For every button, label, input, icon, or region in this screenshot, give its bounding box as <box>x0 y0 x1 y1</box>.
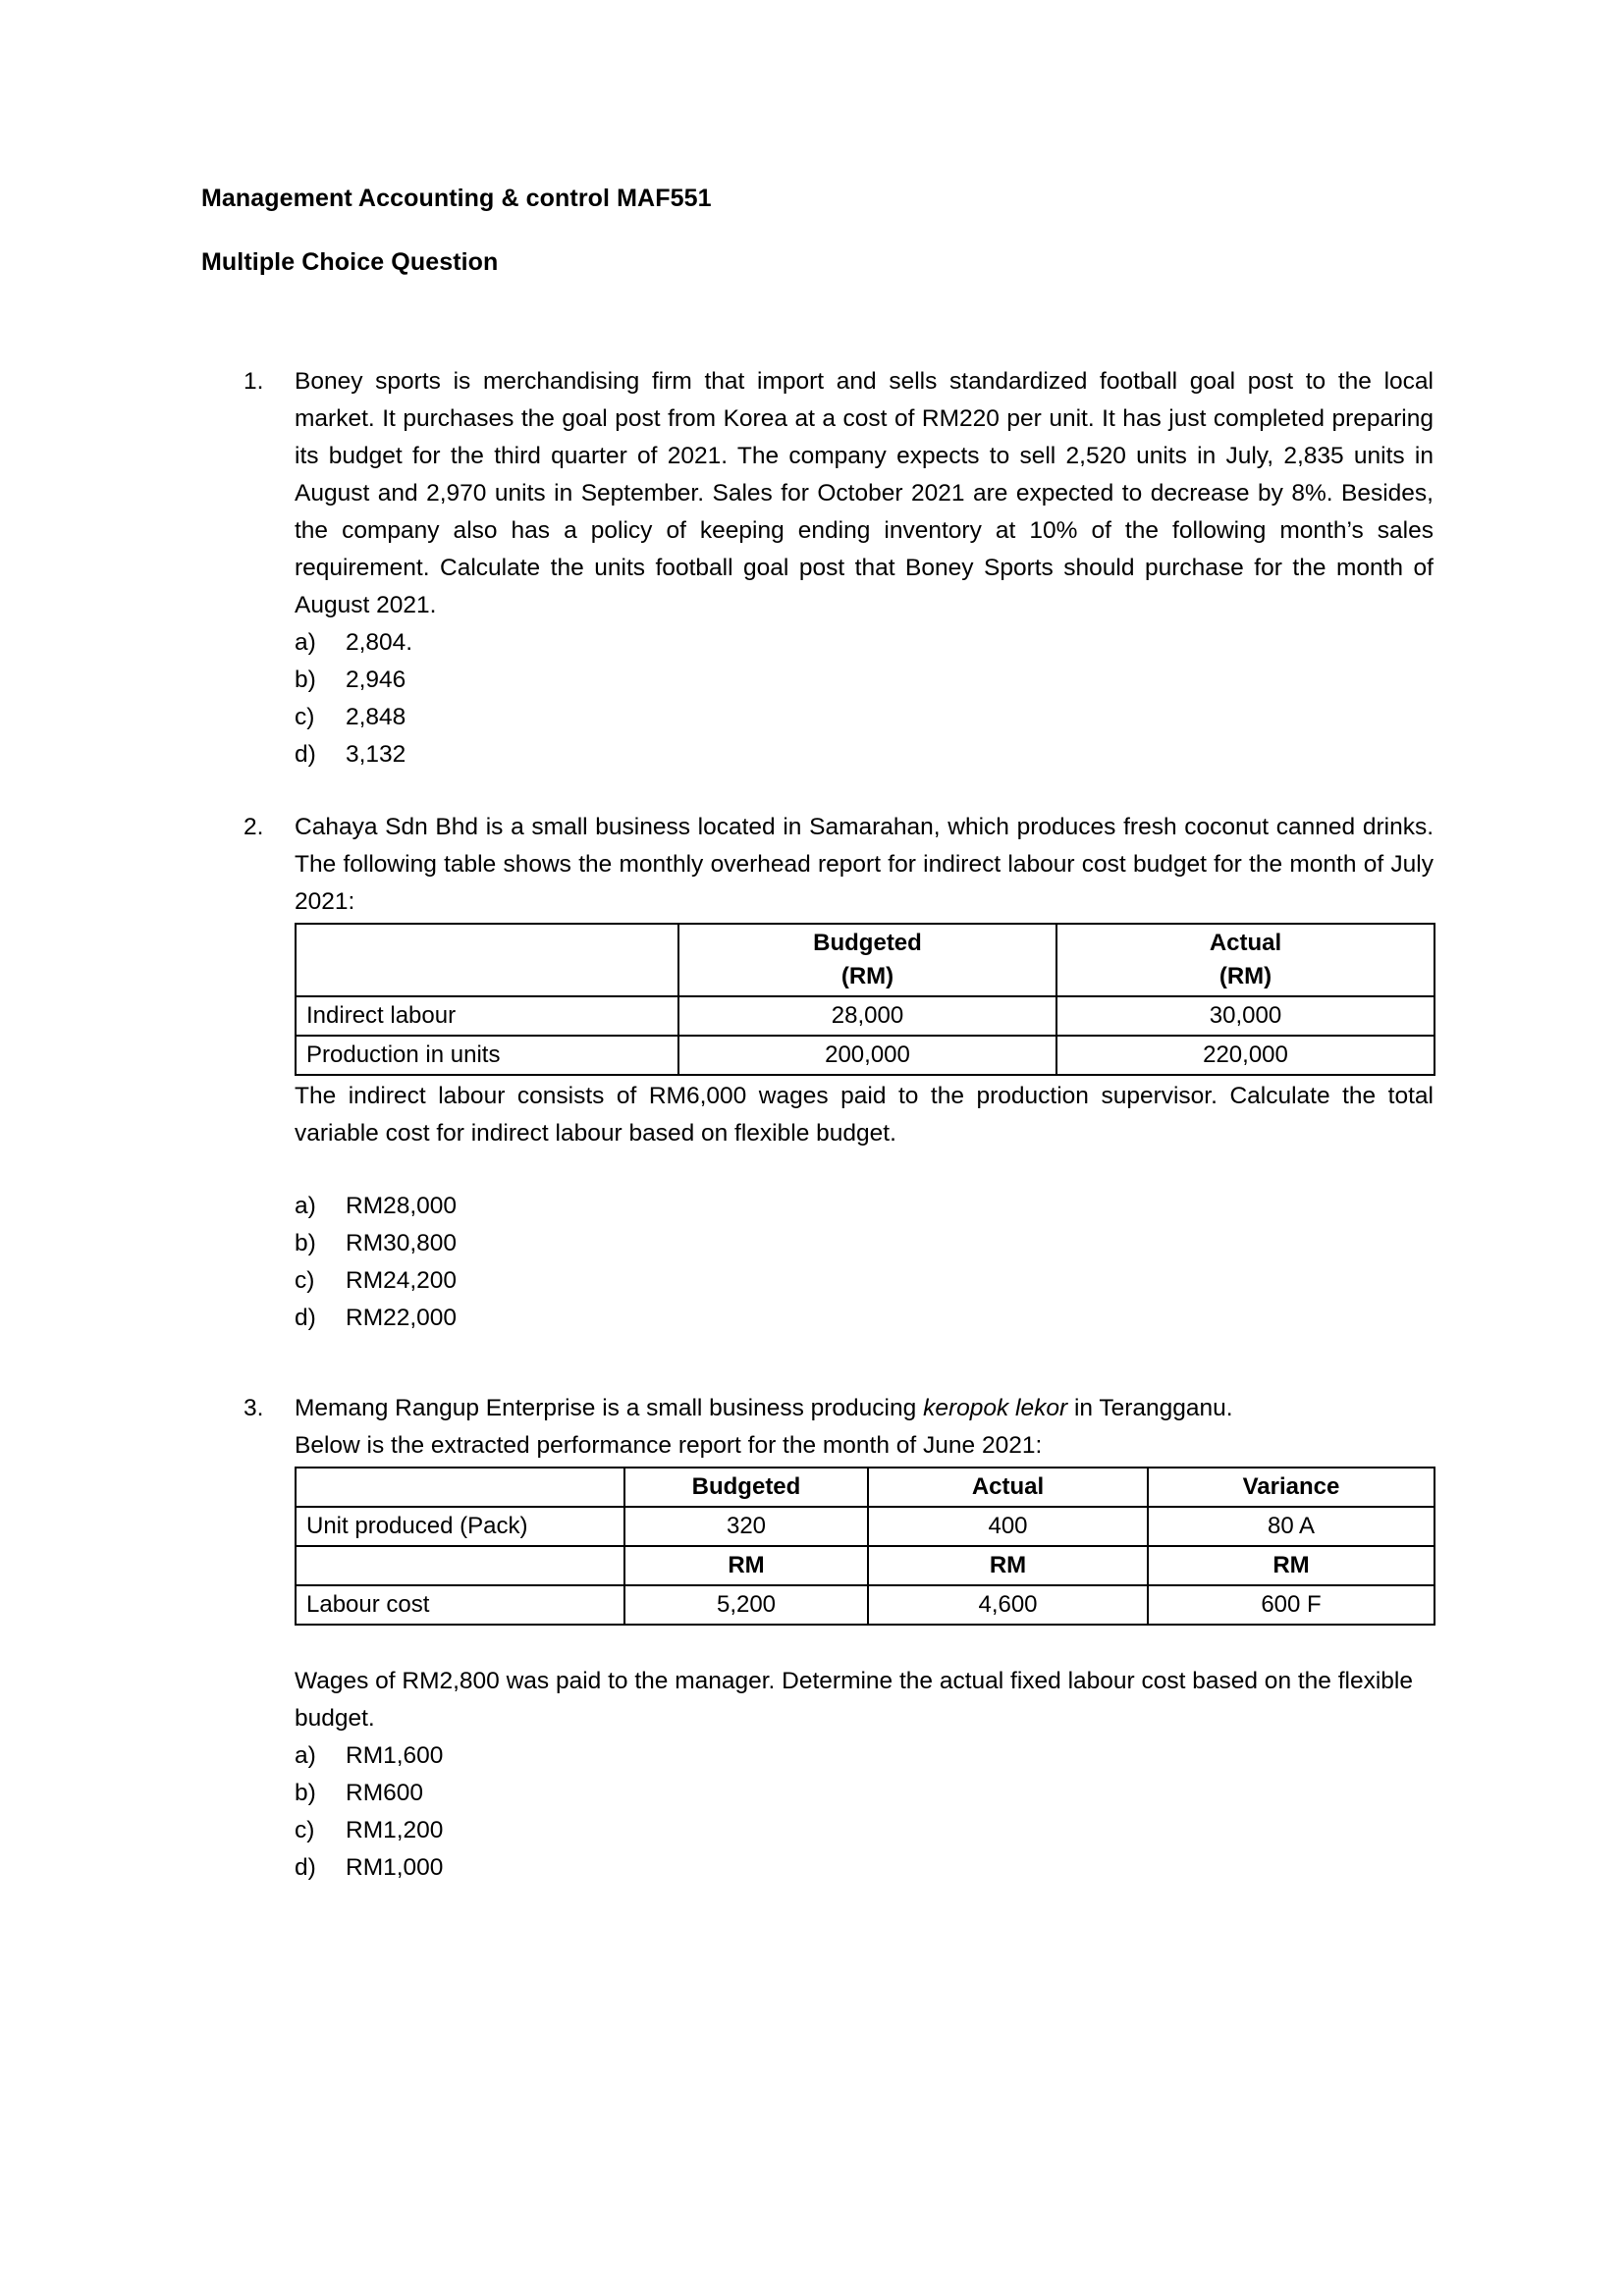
row-budgeted: 5,200 <box>624 1585 868 1625</box>
question-3-options <box>295 1737 1434 1887</box>
document-content <box>201 187 1434 1887</box>
option-text: RM1,200 <box>346 1817 444 1843</box>
header-line-2: (RM) <box>1218 963 1272 989</box>
table-header-row <box>296 1468 1435 1507</box>
spacer <box>201 328 1434 363</box>
question-2-text-after-table: The indirect labour consists of RM6,000 wages paid to the production supervisor. Calculate the total variable cost for indirect labour based on flexible budget. <box>295 1083 1434 1147</box>
option-text: RM28,000 <box>346 1193 458 1219</box>
option-item[interactable] <box>295 1775 1434 1812</box>
option-text: RM1,600 <box>346 1742 444 1769</box>
option-letter: c) <box>295 1267 315 1294</box>
row-budgeted: 200,000 <box>678 1036 1056 1075</box>
table-row-currency <box>296 1546 1435 1585</box>
table-row <box>296 1585 1435 1625</box>
row-label: Indirect labour <box>296 996 678 1036</box>
row-variance: 80 A <box>1148 1507 1435 1546</box>
row-label: Production in units <box>296 1036 678 1075</box>
row-label: Labour cost <box>296 1585 624 1625</box>
question-2-number: 2. <box>244 814 264 840</box>
option-text: 3,132 <box>346 741 406 768</box>
table-header-row <box>296 924 1435 996</box>
option-text: 2,946 <box>346 667 406 693</box>
option-letter: c) <box>295 1817 315 1843</box>
row-budgeted: 320 <box>624 1507 868 1546</box>
header-line-1: Budgeted <box>813 930 922 956</box>
option-item[interactable] <box>295 1737 1434 1775</box>
row-actual: 4,600 <box>868 1585 1148 1625</box>
option-letter: a) <box>295 1742 316 1769</box>
spacer <box>295 1152 1434 1188</box>
spacer <box>201 1337 1434 1390</box>
row-actual-currency: RM <box>868 1546 1148 1585</box>
question-2-text-before-table: Cahaya Sdn Bhd is a small business located in Samarahan, which produces fresh coconut canned drinks. The following table shows the monthly overhead report for indirect labour cost budget for the month of July 2021: <box>295 814 1434 915</box>
question-1-number: 1. <box>244 368 264 395</box>
question-3-number: 3. <box>244 1395 264 1421</box>
question-3-text-after-table: Wages of RM2,800 was paid to the manager. Determine the actual fixed labour cost based on the flexible budget. <box>295 1668 1413 1732</box>
question-2 <box>201 809 1434 1337</box>
row-actual: 400 <box>868 1507 1148 1546</box>
row-variance-currency: RM <box>1148 1546 1435 1585</box>
row-label <box>296 1546 624 1585</box>
table-row <box>296 1036 1435 1075</box>
row-actual: 220,000 <box>1056 1036 1435 1075</box>
question-3-body <box>295 1390 1434 1887</box>
question-1 <box>201 363 1434 774</box>
option-letter: d) <box>295 741 316 768</box>
option-text: RM1,000 <box>346 1854 444 1881</box>
option-item[interactable] <box>295 662 1434 699</box>
option-item[interactable] <box>295 736 1434 774</box>
spacer <box>201 275 1434 328</box>
question-1-text: Boney sports is merchandising firm that import and sells standardized football goal post to the local market. It purchases the goal post from Korea at a cost of RM220 per unit. It has just completed preparing its budget for the third quarter of 2021. The company expects to sell 2,520 units in July, 2,835 units in August and 2,970 units in September. Sales for October 2021 are expected to decrease by 8%. Besides, the company also has a policy of keeping ending inventory at 10% of the following month’s sales requirement. Calculate the units football goal post that Boney Sports should purchase for the month of August 2021. <box>295 368 1434 618</box>
page-subtitle: Multiple Choice Question <box>201 248 499 276</box>
option-item[interactable] <box>295 699 1434 736</box>
table-row <box>296 996 1435 1036</box>
option-text: RM600 <box>346 1780 423 1806</box>
question-3-text-part-1: Memang Rangup Enterprise is a small business producing <box>295 1395 924 1421</box>
indirect-labour-table <box>295 923 1435 1076</box>
option-item[interactable] <box>295 1262 1434 1300</box>
header-line-1: Actual <box>1209 930 1282 956</box>
option-item[interactable] <box>295 624 1434 662</box>
question-2-body <box>295 809 1434 1337</box>
question-3 <box>201 1390 1434 1887</box>
question-3-text-line-1 <box>295 1390 1434 1427</box>
row-actual: 30,000 <box>1056 996 1435 1036</box>
question-2-options <box>295 1188 1434 1337</box>
table-header-budgeted <box>678 924 1056 996</box>
question-3-text-part-2: in Terangganu. <box>1067 1395 1233 1421</box>
option-letter: a) <box>295 1193 316 1219</box>
option-text: 2,804. <box>346 629 413 656</box>
question-3-text-line-2: Below is the extracted performance report for the month of June 2021: <box>295 1432 1043 1459</box>
question-3-italic-term: keropok lekor <box>923 1395 1068 1421</box>
question-1-options <box>295 624 1434 774</box>
option-item[interactable] <box>295 1812 1434 1849</box>
table-header-blank <box>296 1468 624 1507</box>
row-variance: 600 F <box>1148 1585 1435 1625</box>
option-letter: b) <box>295 1780 316 1806</box>
table-header-budgeted: Budgeted <box>624 1468 868 1507</box>
option-item[interactable] <box>295 1300 1434 1337</box>
table-header-blank <box>296 924 678 996</box>
option-text: RM24,200 <box>346 1267 458 1294</box>
option-item[interactable] <box>295 1188 1434 1225</box>
option-text: RM30,800 <box>346 1230 458 1256</box>
row-budgeted: 28,000 <box>678 996 1056 1036</box>
option-item[interactable] <box>295 1849 1434 1887</box>
table-row <box>296 1507 1435 1546</box>
row-label: Unit produced (Pack) <box>296 1507 624 1546</box>
table-header-variance: Variance <box>1148 1468 1435 1507</box>
table-header-actual <box>1056 924 1435 996</box>
option-letter: b) <box>295 1230 316 1256</box>
option-letter: d) <box>295 1305 316 1331</box>
spacer <box>295 1628 1434 1663</box>
option-letter: a) <box>295 629 316 656</box>
option-text: 2,848 <box>346 704 406 730</box>
table-header-actual: Actual <box>868 1468 1148 1507</box>
spacer <box>201 774 1434 809</box>
question-1-body <box>295 363 1434 774</box>
option-text: RM22,000 <box>346 1305 458 1331</box>
row-budgeted-currency: RM <box>624 1546 868 1585</box>
option-item[interactable] <box>295 1225 1434 1262</box>
page-title: Management Accounting & control MAF551 <box>201 185 712 212</box>
option-letter: c) <box>295 704 315 730</box>
option-letter: b) <box>295 667 316 693</box>
option-letter: d) <box>295 1854 316 1881</box>
performance-report-table <box>295 1467 1435 1626</box>
header-line-2: (RM) <box>840 963 894 989</box>
